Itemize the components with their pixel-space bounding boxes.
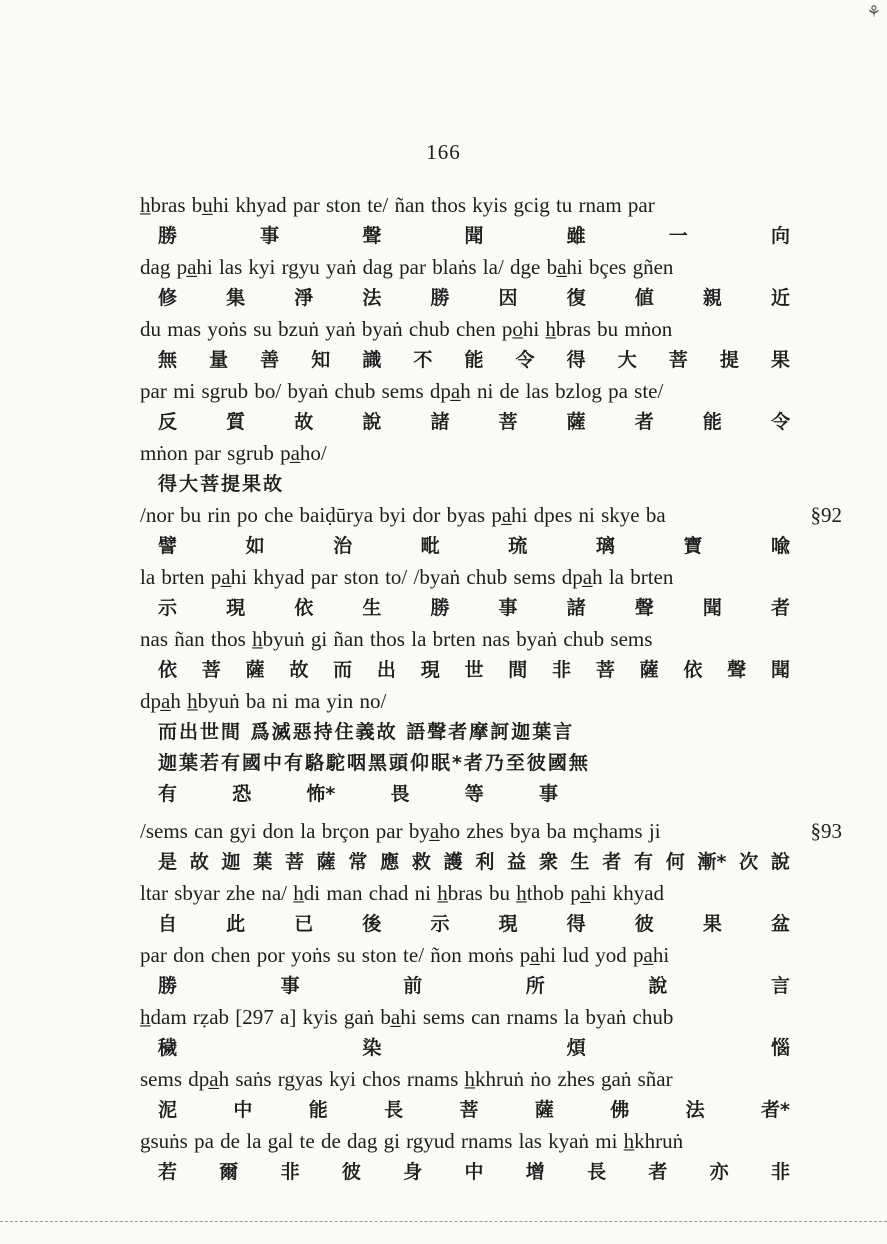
chinese-character: 法 bbox=[685, 1099, 705, 1121]
chinese-character: 者 bbox=[602, 851, 622, 873]
chinese-character: 盆 bbox=[770, 913, 790, 935]
chinese-character: 琉 bbox=[508, 535, 528, 557]
chinese-gloss-line bbox=[140, 1033, 790, 1064]
chinese-character: 事 bbox=[280, 975, 300, 997]
chinese-character: 說 bbox=[770, 851, 790, 873]
chinese-character: 何 bbox=[665, 851, 685, 873]
tibetan-text: dag pa̲hi las kyi rgyu yaṅ dag par blaṅs la/ dge ba̲hi bçes gñen bbox=[140, 255, 674, 279]
chinese-character: 寶 bbox=[683, 535, 703, 557]
chinese-character: 間 bbox=[508, 659, 528, 681]
chinese-character: 不 bbox=[413, 349, 433, 371]
tibetan-line bbox=[140, 438, 790, 469]
chinese-character: 能 bbox=[308, 1099, 328, 1121]
chinese-character: 淨 bbox=[294, 287, 314, 309]
chinese-character: 亦 bbox=[709, 1161, 729, 1183]
chinese-character: 穢 bbox=[158, 1037, 178, 1059]
chinese-character: 生 bbox=[362, 597, 382, 619]
tibetan-line bbox=[140, 1002, 790, 1033]
tibetan-line bbox=[140, 500, 842, 531]
chinese-character: 値 bbox=[634, 287, 654, 309]
chinese-character: 法 bbox=[362, 287, 382, 309]
chinese-character: 如 bbox=[245, 535, 265, 557]
chinese-character: 反 bbox=[158, 411, 178, 433]
chinese-gloss-line bbox=[140, 847, 790, 878]
chinese-character: 勝 bbox=[430, 287, 450, 309]
chinese-character: 勝 bbox=[158, 225, 178, 247]
chinese-character: 令 bbox=[770, 411, 790, 433]
chinese-character: 勝 bbox=[430, 597, 450, 619]
chinese-character: 質 bbox=[226, 411, 246, 433]
chinese-character: 近 bbox=[770, 287, 790, 309]
chinese-character: 故 bbox=[289, 659, 309, 681]
tibetan-line bbox=[140, 686, 790, 717]
chinese-character: 令 bbox=[515, 349, 535, 371]
chinese-character: 菩 bbox=[498, 411, 518, 433]
chinese-character: 無 bbox=[158, 349, 178, 371]
tibetan-text: mṅon par sgrub pa̲ho/ bbox=[140, 441, 327, 465]
chinese-character: 復 bbox=[566, 287, 586, 309]
chinese-character: 常 bbox=[348, 851, 368, 873]
chinese-character: 者 bbox=[634, 411, 654, 433]
chinese-gloss-line bbox=[140, 655, 790, 686]
chinese-gloss-line bbox=[140, 593, 790, 624]
section-number: §92 bbox=[810, 503, 842, 527]
chinese-character: 身 bbox=[403, 1161, 423, 1183]
chinese-character: 得 bbox=[566, 913, 586, 935]
chinese-gloss-line bbox=[140, 1095, 790, 1126]
tibetan-line bbox=[140, 1064, 790, 1095]
chinese-character: 得 bbox=[566, 349, 586, 371]
tibetan-line bbox=[140, 940, 790, 971]
chinese-character: 量 bbox=[209, 349, 229, 371]
chinese-gloss-line bbox=[140, 345, 790, 376]
chinese-character: 而 bbox=[333, 659, 353, 681]
chinese-character: 彼 bbox=[341, 1161, 361, 1183]
chinese-character: 事 bbox=[260, 225, 280, 247]
tibetan-line bbox=[140, 252, 790, 283]
chinese-character: 果 bbox=[702, 913, 722, 935]
tibetan-line bbox=[140, 1126, 790, 1157]
chinese-character: 能 bbox=[702, 411, 722, 433]
chinese-character: 菩 bbox=[201, 659, 221, 681]
chinese-character: 一 bbox=[668, 225, 688, 247]
chinese-character: 恐 bbox=[232, 783, 252, 805]
chinese-character: 故 bbox=[294, 411, 314, 433]
chinese-character: 煩 bbox=[566, 1037, 586, 1059]
text-body bbox=[140, 190, 842, 1188]
chinese-character: 增 bbox=[525, 1161, 545, 1183]
chinese-character: 治 bbox=[333, 535, 353, 557]
chinese-character: 聞 bbox=[464, 225, 484, 247]
tibetan-text: h̲bras bu̲hi khyad par ston te/ ñan thos kyis gcig tu rnam par bbox=[140, 193, 655, 217]
chinese-gloss-line bbox=[140, 407, 790, 438]
chinese-character: 怖* bbox=[306, 783, 336, 805]
chinese-character: 此 bbox=[226, 913, 246, 935]
chinese-character: 依 bbox=[294, 597, 314, 619]
chinese-character: 自 bbox=[158, 913, 178, 935]
chinese-character: 益 bbox=[507, 851, 527, 873]
chinese-character: 等 bbox=[464, 783, 484, 805]
chinese-character: 已 bbox=[294, 913, 314, 935]
chinese-character: 聞 bbox=[770, 659, 790, 681]
chinese-character: 者 bbox=[648, 1161, 668, 1183]
chinese-character: 聲 bbox=[362, 225, 382, 247]
chinese-character: 非 bbox=[770, 1161, 790, 1183]
section-number: §93 bbox=[810, 819, 842, 843]
tibetan-text: /sems can gyi don la brçon par bya̲ho zhes bya ba mçhams ji bbox=[140, 819, 661, 843]
chinese-character: 集 bbox=[226, 287, 246, 309]
chinese-character: 泥 bbox=[158, 1099, 178, 1121]
chinese-character: 爾 bbox=[219, 1161, 239, 1183]
chinese-character: 依 bbox=[158, 659, 178, 681]
chinese-character: 非 bbox=[280, 1161, 300, 1183]
tibetan-text: /nor bu rin po che baiḍūrya byi dor byas pa̲hi dpes ni skye ba bbox=[140, 503, 666, 527]
chinese-character: 提 bbox=[719, 349, 739, 371]
tibetan-text: la brten pa̲hi khyad par ston to/ /byaṅ chub sems dpa̲h la brten bbox=[140, 565, 674, 589]
chinese-character: 言 bbox=[770, 975, 790, 997]
chinese-character: 染 bbox=[362, 1037, 382, 1059]
chinese-character: 次 bbox=[739, 851, 759, 873]
chinese-character: 菩 bbox=[284, 851, 304, 873]
chinese-character: 佛 bbox=[610, 1099, 630, 1121]
chinese-character: 所 bbox=[525, 975, 545, 997]
chinese-character: 諸 bbox=[566, 597, 586, 619]
chinese-character: 護 bbox=[443, 851, 463, 873]
chinese-character: 聲 bbox=[727, 659, 747, 681]
tibetan-text: h̲dam rẓab [297 a] kyis gaṅ ba̲hi sems can rnams la byaṅ chub bbox=[140, 1005, 674, 1029]
chinese-character: 薩 bbox=[245, 659, 265, 681]
chinese-gloss-line bbox=[140, 971, 790, 1002]
chinese-character: 現 bbox=[420, 659, 440, 681]
chinese-character: 諸 bbox=[430, 411, 450, 433]
chinese-character: 菩 bbox=[595, 659, 615, 681]
chinese-character: 依 bbox=[683, 659, 703, 681]
chinese-character: 非 bbox=[552, 659, 572, 681]
chinese-gloss-line bbox=[140, 1157, 790, 1188]
chinese-character: 薩 bbox=[316, 851, 336, 873]
chinese-character: 親 bbox=[702, 287, 722, 309]
tibetan-line bbox=[140, 376, 790, 407]
chinese-character: 惱 bbox=[770, 1037, 790, 1059]
chinese-character: 薩 bbox=[566, 411, 586, 433]
chinese-gloss-line bbox=[140, 909, 790, 940]
chinese-character: 薩 bbox=[639, 659, 659, 681]
chinese-character: 後 bbox=[362, 913, 382, 935]
chinese-gloss-line bbox=[140, 779, 558, 810]
chinese-character: 勝 bbox=[158, 975, 178, 997]
chinese-character: 修 bbox=[158, 287, 178, 309]
chinese-character: 喩 bbox=[770, 535, 790, 557]
tibetan-text: gsuṅs pa de la gal te de dag gi rgyud rnams las kyaṅ mi h̲khruṅ bbox=[140, 1129, 684, 1153]
chinese-character: 示 bbox=[158, 597, 178, 619]
chinese-character: 前 bbox=[403, 975, 423, 997]
chinese-character: 救 bbox=[411, 851, 431, 873]
chinese-character: 有 bbox=[634, 851, 654, 873]
tibetan-text: du mas yoṅs su bzuṅ yaṅ byaṅ chub chen po̲hi h̲bras bu mṅon bbox=[140, 317, 673, 341]
chinese-character: 璃 bbox=[595, 535, 615, 557]
chinese-gloss-line: 而出世間 爲滅惡持住義故 語聲者摩訶迦葉言 bbox=[158, 721, 575, 743]
tibetan-line bbox=[140, 314, 790, 345]
tibetan-text: nas ñan thos h̲byuṅ gi ñan thos la brten nas byaṅ chub sems bbox=[140, 627, 653, 651]
chinese-character: 知 bbox=[311, 349, 331, 371]
chinese-gloss-line: 得大菩提果故 bbox=[158, 473, 285, 495]
chinese-character: 菩 bbox=[459, 1099, 479, 1121]
chinese-character: 若 bbox=[158, 1161, 178, 1183]
chinese-character: 漸* bbox=[697, 851, 727, 873]
chinese-gloss-line bbox=[140, 531, 790, 562]
chinese-character: 聲 bbox=[634, 597, 654, 619]
chinese-character: 事 bbox=[538, 783, 558, 805]
tibetan-line bbox=[140, 562, 790, 593]
chinese-gloss-line bbox=[140, 283, 790, 314]
tibetan-line bbox=[140, 878, 790, 909]
chinese-character: 雖 bbox=[566, 225, 586, 247]
chinese-character: 薩 bbox=[534, 1099, 554, 1121]
chinese-character: 菩 bbox=[668, 349, 688, 371]
chinese-character: 者 bbox=[770, 597, 790, 619]
chinese-character: 大 bbox=[617, 349, 637, 371]
tibetan-text: ltar sbyar zhe na/ h̲di man chad ni h̲bras bu h̲thob pa̲hi khyad bbox=[140, 881, 665, 905]
chinese-character: 利 bbox=[475, 851, 495, 873]
chinese-character: 聞 bbox=[702, 597, 722, 619]
chinese-character: 中 bbox=[233, 1099, 253, 1121]
chinese-character: 能 bbox=[464, 349, 484, 371]
tibetan-line bbox=[140, 816, 842, 847]
chinese-character: 因 bbox=[498, 287, 518, 309]
corner-mark: ⚘ bbox=[866, 2, 881, 21]
chinese-character: 應 bbox=[380, 851, 400, 873]
chinese-character: 果 bbox=[770, 349, 790, 371]
tibetan-text: sems dpa̲h saṅs rgyas kyi chos rnams h̲khruṅ ṅo zhes gaṅ sñar bbox=[140, 1067, 673, 1091]
chinese-character: 毗 bbox=[420, 535, 440, 557]
chinese-character: 中 bbox=[464, 1161, 484, 1183]
tibetan-text: par don chen por yoṅs su ston te/ ñon moṅs pa̲hi lud yod pa̲hi bbox=[140, 943, 670, 967]
chinese-gloss-line bbox=[140, 221, 790, 252]
chinese-character: 衆 bbox=[538, 851, 558, 873]
chinese-character: 說 bbox=[362, 411, 382, 433]
tibetan-line bbox=[140, 624, 790, 655]
page-number: 166 bbox=[426, 140, 461, 164]
chinese-character: 有 bbox=[158, 783, 178, 805]
chinese-gloss-line: 迦葉若有國中有駱駝咽黑頭仰眠*者乃至彼國無 bbox=[158, 752, 590, 774]
chinese-character: 者* bbox=[761, 1099, 790, 1121]
tibetan-line bbox=[140, 190, 790, 221]
chinese-character: 長 bbox=[384, 1099, 404, 1121]
chinese-character: 葉 bbox=[253, 851, 273, 873]
chinese-character: 長 bbox=[587, 1161, 607, 1183]
chinese-character: 出 bbox=[376, 659, 396, 681]
chinese-character: 現 bbox=[226, 597, 246, 619]
chinese-character: 畏 bbox=[390, 783, 410, 805]
tibetan-text: par mi sgrub bo/ byaṅ chub sems dpa̲h ni de las bzlog pa ste/ bbox=[140, 379, 664, 403]
chinese-character: 故 bbox=[189, 851, 209, 873]
chinese-character: 現 bbox=[498, 913, 518, 935]
chinese-character: 迦 bbox=[221, 851, 241, 873]
tibetan-text: dpa̲h h̲byuṅ ba ni ma yin no/ bbox=[140, 689, 387, 713]
chinese-character: 生 bbox=[570, 851, 590, 873]
chinese-character: 識 bbox=[362, 349, 382, 371]
chinese-character: 譬 bbox=[158, 535, 178, 557]
chinese-character: 事 bbox=[498, 597, 518, 619]
chinese-character: 是 bbox=[158, 851, 178, 873]
chinese-character: 說 bbox=[648, 975, 668, 997]
chinese-character: 善 bbox=[260, 349, 280, 371]
scan-edge-line bbox=[0, 1221, 887, 1226]
chinese-character: 示 bbox=[430, 913, 450, 935]
chinese-character: 向 bbox=[770, 225, 790, 247]
chinese-character: 世 bbox=[464, 659, 484, 681]
chinese-character: 彼 bbox=[634, 913, 654, 935]
